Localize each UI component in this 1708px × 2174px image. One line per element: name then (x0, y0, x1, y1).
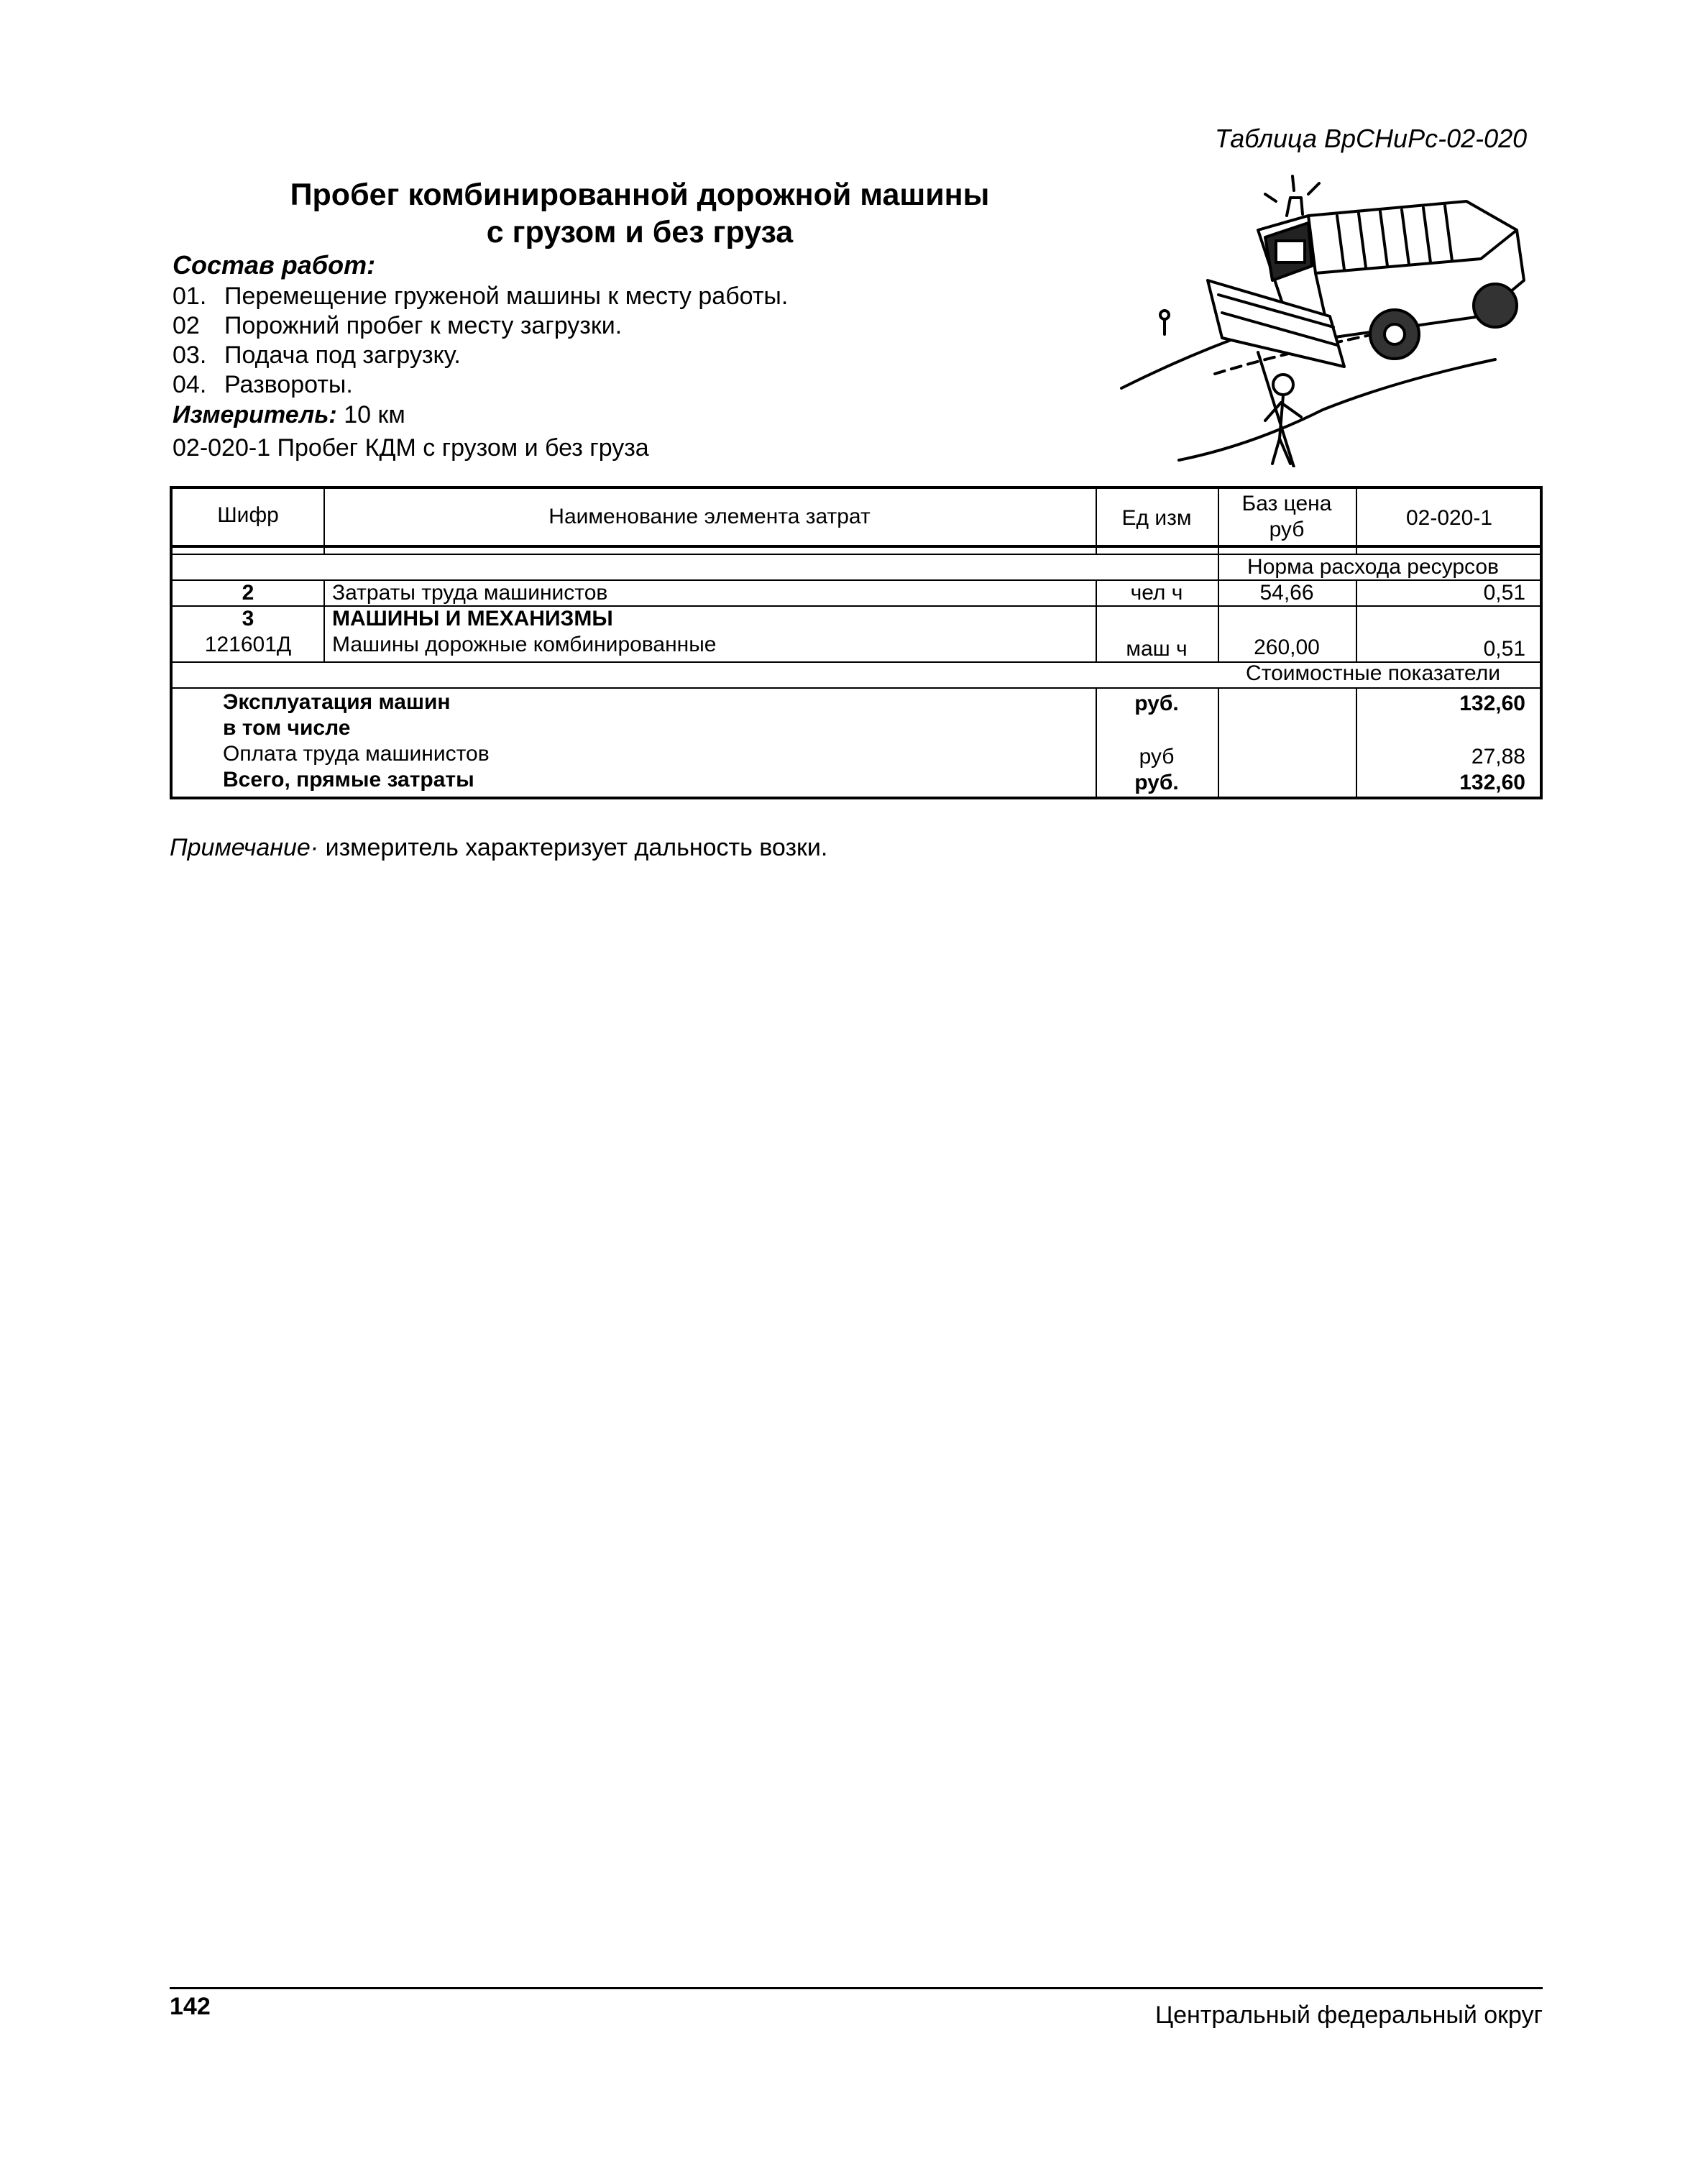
work-number: 03. (173, 341, 207, 369)
table-row-name: Машины дорожные комбинированные (332, 633, 717, 656)
footer-region: Центральный федеральный округ (1154, 2001, 1543, 2029)
cost-row-value: 132,60 (1459, 692, 1525, 715)
note (170, 834, 827, 862)
table-row-code: 3 (242, 607, 254, 630)
table-row-unit: чел ч (1130, 581, 1183, 605)
header-price-line2: руб (1269, 518, 1305, 541)
table-subtitle: 02-020-1 Пробег КДМ с грузом и без груза (173, 434, 649, 462)
note-label: Примечание· (170, 834, 319, 861)
cost-row-value: 132,60 (1459, 771, 1525, 794)
resource-table (170, 486, 1543, 799)
road-machine-illustration-icon (1093, 173, 1553, 467)
title-line-2: с грузом и без груза (486, 215, 794, 249)
footer-divider (170, 1987, 1543, 1989)
cost-row-unit: руб (1139, 745, 1175, 769)
note-text: измеритель характеризует дальность возки. (318, 834, 828, 861)
meter-line (173, 401, 405, 429)
table-row-price: 260,00 (1254, 636, 1320, 659)
section-cost: Стоимостные показатели (1246, 661, 1500, 685)
work-number: 02 (173, 312, 200, 339)
document-title (173, 176, 1107, 251)
cost-row-name: в том числе (223, 716, 351, 740)
section-norm: Норма расхода ресурсов (1247, 555, 1499, 579)
cost-row-name: Всего, прямые затраты (223, 768, 474, 792)
list-item (173, 282, 788, 311)
table-row-name: МАШИНЫ И МЕХАНИЗМЫ (332, 607, 613, 630)
cost-row-unit: руб. (1134, 692, 1179, 715)
cost-row-value: 27,88 (1471, 745, 1525, 769)
works-list (173, 282, 788, 400)
list-item (173, 341, 788, 370)
cost-row-name: Оплата труда машинистов (223, 742, 490, 766)
composition-heading: Состав работ: (173, 250, 376, 280)
list-item (173, 311, 788, 341)
title-line-1: Пробег комбинированной дорожной машины (290, 178, 990, 212)
table-row-value: 0,51 (1483, 637, 1525, 661)
header-name: Наименование элемента затрат (548, 505, 871, 528)
work-text: Порожний пробег к месту загрузки. (224, 312, 623, 339)
table-row-code: 2 (242, 581, 254, 605)
header-unit: Ед изм (1121, 506, 1192, 530)
work-text: Перемещение груженой машины к месту работы. (224, 283, 789, 310)
work-text: Развороты. (224, 371, 353, 398)
table-row-unit: маш ч (1126, 637, 1188, 661)
header-code: Шифр (217, 503, 279, 527)
header-price-line1: Баз цена (1241, 492, 1332, 515)
table-row-value: 0,51 (1483, 581, 1525, 605)
meter-label: Измеритель: (173, 401, 337, 428)
work-text: Подача под загрузку. (224, 341, 461, 369)
table-row-name: Затраты труда машинистов (332, 581, 608, 605)
header-col-code: 02-020-1 (1405, 506, 1493, 530)
table-reference: Таблица ВрСНиРс-02-020 (1215, 124, 1528, 153)
work-number: 04. (173, 371, 207, 398)
cost-row-unit: руб. (1134, 771, 1179, 794)
table-row-code: 121601Д (204, 633, 292, 656)
page-number: 142 (170, 1993, 211, 2020)
list-item (173, 370, 788, 400)
meter-value: 10 км (344, 401, 405, 428)
cost-row-name: Эксплуатация машин (223, 690, 451, 714)
table-row-price: 54,66 (1259, 581, 1314, 605)
work-number: 01. (173, 283, 207, 310)
